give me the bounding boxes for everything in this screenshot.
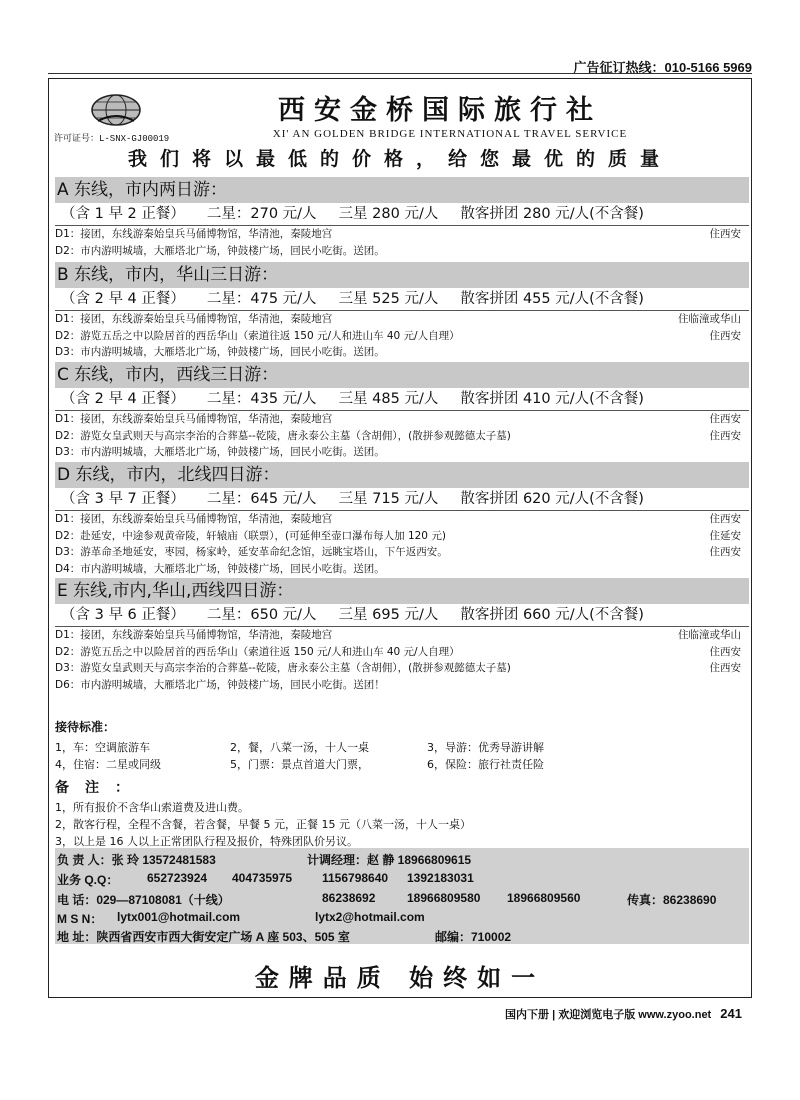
day-lodging: 住西安 — [709, 228, 741, 240]
meal-info: （含 3 早 7 正餐） — [61, 491, 185, 507]
day-text: D6：市内游明城墙，大雁塔北广场，钟鼓楼广场，回民小吃街。送团！ — [55, 678, 385, 691]
itinerary — [55, 627, 749, 693]
day-text: D2：游览五岳之中以险居首的西岳华山（索道往返 150 元/人和进山车 40 元/人自理） — [55, 329, 460, 342]
license-number: 许可证号：L-SNX-GJ00019 — [54, 134, 170, 144]
address: 地 址：陕西省西安市西大街安定广场 A 座 503、505 室 — [57, 930, 350, 944]
day-lodging — [651, 344, 749, 361]
price-two-star: 二星：475 元/人 — [206, 291, 317, 307]
price-group: 散客拼团 280 元/人(不含餐) — [460, 206, 644, 222]
itinerary-day — [55, 544, 749, 561]
price-group: 散客拼团 455 元/人(不含餐) — [460, 291, 644, 307]
price-three-star: 三星 280 元/人 — [338, 206, 439, 222]
day-lodging: 住西安 — [709, 546, 741, 558]
day-text: D3：市内游明城墙，大雁塔北广场，钟鼓楼广场，回民小吃街。送团。 — [55, 346, 385, 358]
itinerary — [55, 226, 749, 259]
tour-prices — [55, 203, 749, 226]
day-text: D4：市内游明城墙，大雁塔北广场，钟鼓楼广场，回民小吃街。送团。 — [55, 562, 385, 575]
meal-info: （含 2 早 4 正餐） — [61, 391, 185, 407]
tour-prices — [55, 388, 749, 411]
tour-prices — [55, 604, 749, 627]
day-lodging — [651, 677, 749, 694]
tour-section-b — [55, 262, 749, 361]
day-lodging: 住临潼或华山 — [678, 629, 741, 641]
top-rule — [48, 73, 752, 74]
price-group: 散客拼团 660 元/人(不含餐) — [460, 607, 644, 623]
standards-row — [55, 756, 544, 772]
day-lodging: 住西安 — [709, 329, 741, 342]
tour-title: D 东线，市内，北线四日游： — [55, 462, 749, 488]
day-text: D1：接团，东线游秦始皇兵马俑博物馆，华清池，秦陵地宫 — [55, 313, 333, 325]
day-lodging: 住西安 — [709, 413, 741, 425]
itinerary-day — [55, 660, 749, 677]
day-lodging: 住西安 — [709, 429, 741, 442]
meal-info: （含 1 早 2 正餐） — [61, 206, 185, 222]
tour-title: C 东线，市内，西线三日游： — [55, 362, 749, 388]
standard-item: 3，导游：优秀导游讲解 — [427, 741, 544, 754]
notes-title: 备注： — [55, 780, 145, 796]
msn-address: lytx001@hotmail.com — [117, 910, 241, 924]
day-text: D3：市内游明城墙，大雁塔北广场，钟鼓楼广场，回民小吃街。送团。 — [55, 446, 385, 458]
page-footer — [505, 1006, 742, 1022]
price-group: 散客拼团 410 元/人(不含餐) — [460, 391, 644, 407]
price-two-star: 二星：645 元/人 — [206, 491, 317, 507]
agency-name-en: XI' AN GOLDEN BRIDGE INTERNATIONAL TRAVEL SERVICE — [272, 128, 628, 140]
agency-name-cn: 西安金桥国际旅行社 — [278, 95, 602, 126]
day-text: D1：接团，东线游秦始皇兵马俑博物馆，华清池，秦陵地宫 — [55, 513, 333, 525]
qq-number: 1156798640 — [322, 871, 389, 885]
qq-number: 1392183031 — [407, 871, 474, 885]
day-lodging: 住西安 — [709, 645, 741, 658]
standard-item: 1，车：空调旅游车 — [55, 741, 150, 754]
itinerary-day — [55, 644, 749, 661]
slogan: 我们将以最低的价格，给您最优的质量 — [127, 148, 672, 170]
price-three-star: 三星 485 元/人 — [338, 391, 439, 407]
standard-item: 6，保险：旅行社责任险 — [427, 758, 544, 771]
price-three-star: 三星 525 元/人 — [338, 291, 439, 307]
day-text: D1：接团，东线游秦始皇兵马俑博物馆，华清池，秦陵地宫 — [55, 228, 333, 240]
meal-info: （含 3 早 6 正餐） — [61, 607, 185, 623]
day-text: D2：赴延安，中途参观黄帝陵，轩辕庙（联票），(可延伸至壶口瀑布每人加 120 元) — [55, 529, 446, 542]
tour-title: E 东线,市内,华山,西线四日游： — [55, 578, 749, 604]
footer-text: 国内下册 | 欢迎浏览电子版 www.zyoo.net — [505, 1009, 712, 1021]
itinerary — [55, 311, 749, 361]
price-group: 散客拼团 620 元/人(不含餐) — [460, 491, 644, 507]
itinerary — [55, 411, 749, 461]
itinerary-day — [55, 243, 749, 260]
tour-section-d — [55, 462, 749, 577]
price-three-star: 三星 715 元/人 — [338, 491, 439, 507]
tour-title: B 东线，市内，华山三日游： — [55, 262, 749, 288]
note-item: 3，以上是 16 人以上正常团队行程及报价，特殊团队价另议。 — [55, 835, 358, 848]
meal-info: （含 2 早 4 正餐） — [61, 291, 185, 307]
manager-contact: 负 责 人：张 玲 13572481583 — [57, 853, 216, 867]
phone-number: 86238692 — [322, 891, 376, 905]
standards-title: 接待标准： — [55, 720, 116, 734]
tour-section-a — [55, 177, 749, 259]
price-three-star: 三星 695 元/人 — [338, 607, 439, 623]
globe-logo-icon — [90, 93, 142, 127]
itinerary-day — [55, 428, 749, 445]
itinerary-day — [55, 311, 749, 328]
itinerary — [55, 511, 749, 577]
price-two-star: 二星：650 元/人 — [206, 607, 317, 623]
itinerary-day — [55, 627, 749, 644]
day-text: D1：接团，东线游秦始皇兵马俑博物馆，华清池，秦陵地宫 — [55, 413, 333, 425]
phone-number: 18966809580 — [407, 891, 481, 905]
itinerary-day — [55, 344, 749, 361]
day-text: D3：游革命圣地延安，枣园，杨家岭，延安革命纪念馆，远眺宝塔山，下午返西安。 — [55, 546, 448, 558]
standard-item: 2，餐，八菜一汤，十人一桌 — [230, 741, 369, 754]
day-lodging — [651, 444, 749, 461]
ad-hotline: 广告征订热线：010-5166 5969 — [573, 60, 752, 75]
day-text: D2：游览五岳之中以险居首的西岳华山（索道往返 150 元/人和进山车 40 元/人自理） — [55, 645, 460, 658]
qq-number: 652723924 — [147, 871, 208, 885]
itinerary-day — [55, 561, 749, 578]
day-lodging — [651, 561, 749, 578]
contact-box — [55, 848, 749, 944]
msn-address: lytx2@hotmail.com — [315, 910, 425, 924]
itinerary-day — [55, 328, 749, 345]
itinerary-day — [55, 528, 749, 545]
day-lodging: 住西安 — [709, 513, 741, 525]
day-text: D2：市内游明城墙，大雁塔北广场，钟鼓楼广场，回民小吃街。送团。 — [55, 244, 385, 257]
planner-contact: 计调经理：赵 静 18966809615 — [307, 853, 472, 867]
itinerary-day — [55, 226, 749, 243]
tour-prices — [55, 488, 749, 511]
fax-number: 传真：86238690 — [627, 893, 717, 907]
qq-label: 业务 Q.Q： — [57, 873, 119, 887]
day-lodging: 住延安 — [709, 529, 741, 542]
price-two-star: 二星：270 元/人 — [206, 206, 317, 222]
qq-number: 404735975 — [232, 871, 293, 885]
standard-item: 4，住宿：二星或同级 — [55, 758, 161, 771]
itinerary-day — [55, 511, 749, 528]
tour-prices — [55, 288, 749, 311]
postcode: 邮编：710002 — [435, 930, 512, 944]
page-number: 241 — [720, 1006, 742, 1021]
day-text: D1：接团，东线游秦始皇兵马俑博物馆，华清池，秦陵地宫 — [55, 629, 333, 641]
price-two-star: 二星：435 元/人 — [206, 391, 317, 407]
note-item: 2，散客行程，全程不含餐，若含餐，早餐 5 元，正餐 15 元（八菜一汤，十人一桌） — [55, 818, 471, 831]
tour-section-c — [55, 362, 749, 461]
day-text: D2：游览女皇武则天与高宗李治的合葬墓--乾陵，唐永泰公主墓（含胡佣），(散拼参观懿德太子墓) — [55, 429, 511, 442]
standard-item: 5，门票：景点首道大门票， — [230, 758, 369, 771]
bottom-slogan: 金牌品质 始终如一 — [254, 964, 546, 992]
itinerary-day — [55, 444, 749, 461]
itinerary-day — [55, 677, 749, 694]
tour-title: A 东线，市内两日游： — [55, 177, 749, 203]
msn-label: M S N： — [57, 912, 103, 926]
standards-row — [55, 739, 544, 755]
tour-section-e — [55, 578, 749, 693]
day-lodging: 住西安 — [709, 662, 741, 674]
day-lodging: 住临潼或华山 — [678, 313, 741, 325]
phone-label: 电 话：029—87108081（十线） — [57, 893, 230, 907]
note-item: 1，所有报价不含华山索道费及进山费。 — [55, 801, 249, 814]
day-text: D3：游览女皇武则天与高宗李治的合葬墓--乾陵，唐永泰公主墓（含胡佣），(散拼参观懿德太子墓) — [55, 662, 511, 674]
phone-number: 18966809560 — [507, 891, 581, 905]
itinerary-day — [55, 411, 749, 428]
day-lodging — [651, 243, 749, 260]
